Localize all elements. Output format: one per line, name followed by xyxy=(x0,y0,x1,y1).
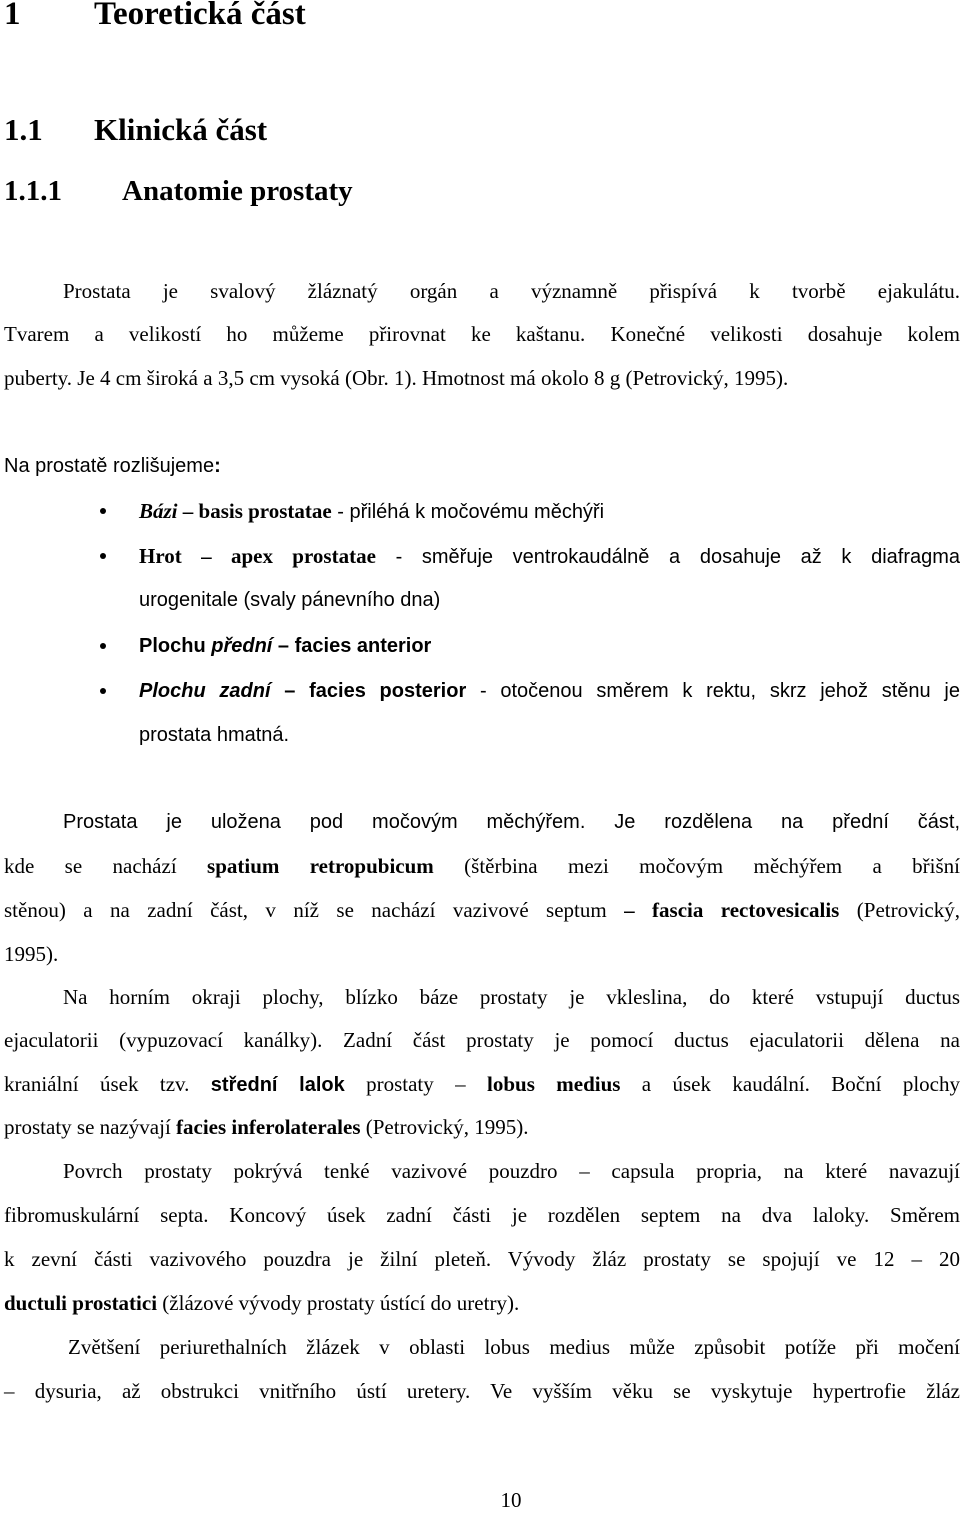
para3-line-2: ejaculatorii (vypuzovací kanálky). Zadní část prostaty je pomocí ductus ejaculatorii dělena na xyxy=(4,1028,960,1052)
bullet-latin: facies anterior xyxy=(294,635,432,657)
para3-term-lobus: lobus medius xyxy=(487,1072,621,1096)
bullet-term: Plochu zadní xyxy=(139,680,271,702)
list-intro-text: Na prostatě rozlišujeme xyxy=(4,455,215,477)
bullet-item-posterior xyxy=(139,678,960,704)
para2-dash: – xyxy=(624,898,635,922)
bullet-latin: basis prostatae xyxy=(198,499,332,523)
bullet-latin: apex prostatae xyxy=(230,544,376,568)
para2-term-fascia: fascia rectovesicalis xyxy=(634,898,840,922)
bullet-dash: – xyxy=(201,544,212,568)
heading-3-number: 1.1.1 xyxy=(4,175,62,207)
heading-1-number: 1 xyxy=(4,0,21,32)
para4-line-4 xyxy=(4,1290,519,1316)
para2-line-2-a: kde se nachází xyxy=(4,854,208,878)
para2-line-2 xyxy=(4,853,960,879)
bullet-dash: – xyxy=(284,680,296,702)
para2-term-spatium: spatium retropubicum xyxy=(207,854,434,878)
para1-line-3: puberty. Je 4 cm široká a 3,5 cm vysoká (Obr. 1). Hmotnost má okolo 8 g (Petrovický, 1995). xyxy=(4,366,789,390)
heading-1-title: Teoretická část xyxy=(94,0,306,32)
bullet-term-a: Plochu xyxy=(139,635,212,657)
bullet-rest: - směřuje ventrokaudálně a dosahuje až k diafragma xyxy=(375,546,960,568)
bullet-dash: – xyxy=(277,635,290,657)
para3-line-4 xyxy=(4,1114,528,1140)
para5-line-1: Zvětšení periurethalních žlázek v oblasti lobus medius může způsobit potíže při močení xyxy=(68,1335,960,1359)
page-number: 10 xyxy=(500,1488,522,1512)
bullet-item-apex-cont: urogenitale (svaly pánevního dna) xyxy=(139,589,441,611)
para4-line-3: k zevní části vazivového pouzdra je žilní pleteň. Vývody žláz prostaty se spojují ve 12 – 20 xyxy=(4,1247,960,1271)
para4-line-1: Povrch prostaty pokrývá tenké vazivové pouzdro – capsula propria, na které navazují xyxy=(63,1159,960,1183)
para3-line-3-c: prostaty – xyxy=(344,1072,488,1096)
bullet-term: Hrot xyxy=(139,544,182,568)
bullet-rest: - otočenou směrem k rektu, skrz jehož stěnu je xyxy=(466,680,960,702)
para3-line-4-a: prostaty se nazývají xyxy=(4,1115,177,1139)
para2-line-4: 1995). xyxy=(4,942,59,966)
para3-line-1: Na horním okraji plochy, blízko báze prostaty je vkleslina, do které vstupují ductus xyxy=(63,985,960,1009)
para4-line-4-b: (žlázové vývody prostaty ústící do uretry). xyxy=(157,1291,520,1315)
para3-line-4-c: (Petrovický, 1995). xyxy=(360,1115,529,1139)
bullet-dot xyxy=(100,553,106,559)
bullet-item-posterior-cont: prostata hmatná. xyxy=(139,724,290,746)
para2-line-3 xyxy=(4,897,960,923)
bullet-term-b: přední xyxy=(211,635,273,657)
para3-term-facies: facies inferolaterales xyxy=(176,1115,361,1139)
heading-2-number: 1.1 xyxy=(4,112,43,147)
para4-line-2: fibromuskulární septa. Koncový úsek zadní části je rozdělen septem na dva laloky. Směrem xyxy=(4,1203,960,1227)
list-intro xyxy=(4,453,221,479)
bullet-dot xyxy=(100,688,106,694)
bullet-item-apex xyxy=(139,543,960,570)
list-intro-colon: : xyxy=(214,455,221,477)
bullet-item-anterior xyxy=(139,633,431,659)
bullet-term: Bázi xyxy=(139,499,178,523)
heading-3-title: Anatomie prostaty xyxy=(122,175,353,207)
para3-line-3 xyxy=(4,1071,960,1098)
bullet-latin: facies posterior xyxy=(309,680,467,702)
bullet-dash: – xyxy=(182,499,194,523)
bullet-dot xyxy=(100,508,106,514)
para4-term-ductuli: ductuli prostatici xyxy=(4,1291,158,1315)
para1-line-1: Prostata je svalový žláznatý orgán a významně přispívá k tvorbě ejakulátu. xyxy=(63,279,960,303)
para2-line-3-a: stěnou) a na zadní část, v níž se nachází vazivové septum xyxy=(4,898,625,922)
bullet-rest: - přiléhá k močovému měchýři xyxy=(331,501,605,523)
para3-line-3-a: kraniální úsek tzv. xyxy=(4,1072,211,1096)
para2-line-2-c: (štěrbina mezi močovým měchýřem a břišní xyxy=(433,854,960,878)
bullet-item-base xyxy=(139,498,604,525)
para3-line-3-e: a úsek kaudální. Boční plochy xyxy=(620,1072,960,1096)
bullet-dot xyxy=(100,643,106,649)
heading-2-title: Klinická část xyxy=(94,112,268,147)
para1-line-2: Tvarem a velikostí ho můžeme přirovnat ke kaštanu. Konečné velikosti dosahuje kolem xyxy=(4,322,960,346)
para2-line-3-d: (Petrovický, xyxy=(839,898,960,922)
para3-term-lalok: střední lalok xyxy=(210,1074,345,1096)
para5-line-2: – dysuria, až obstrukci vnitřního ústí uretery. Ve vyšším věku se vyskytuje hypertrofie žláz xyxy=(4,1379,960,1403)
para2-line-1: Prostata je uložena pod močovým měchýřem. Je rozdělena na přední část, xyxy=(63,811,960,833)
